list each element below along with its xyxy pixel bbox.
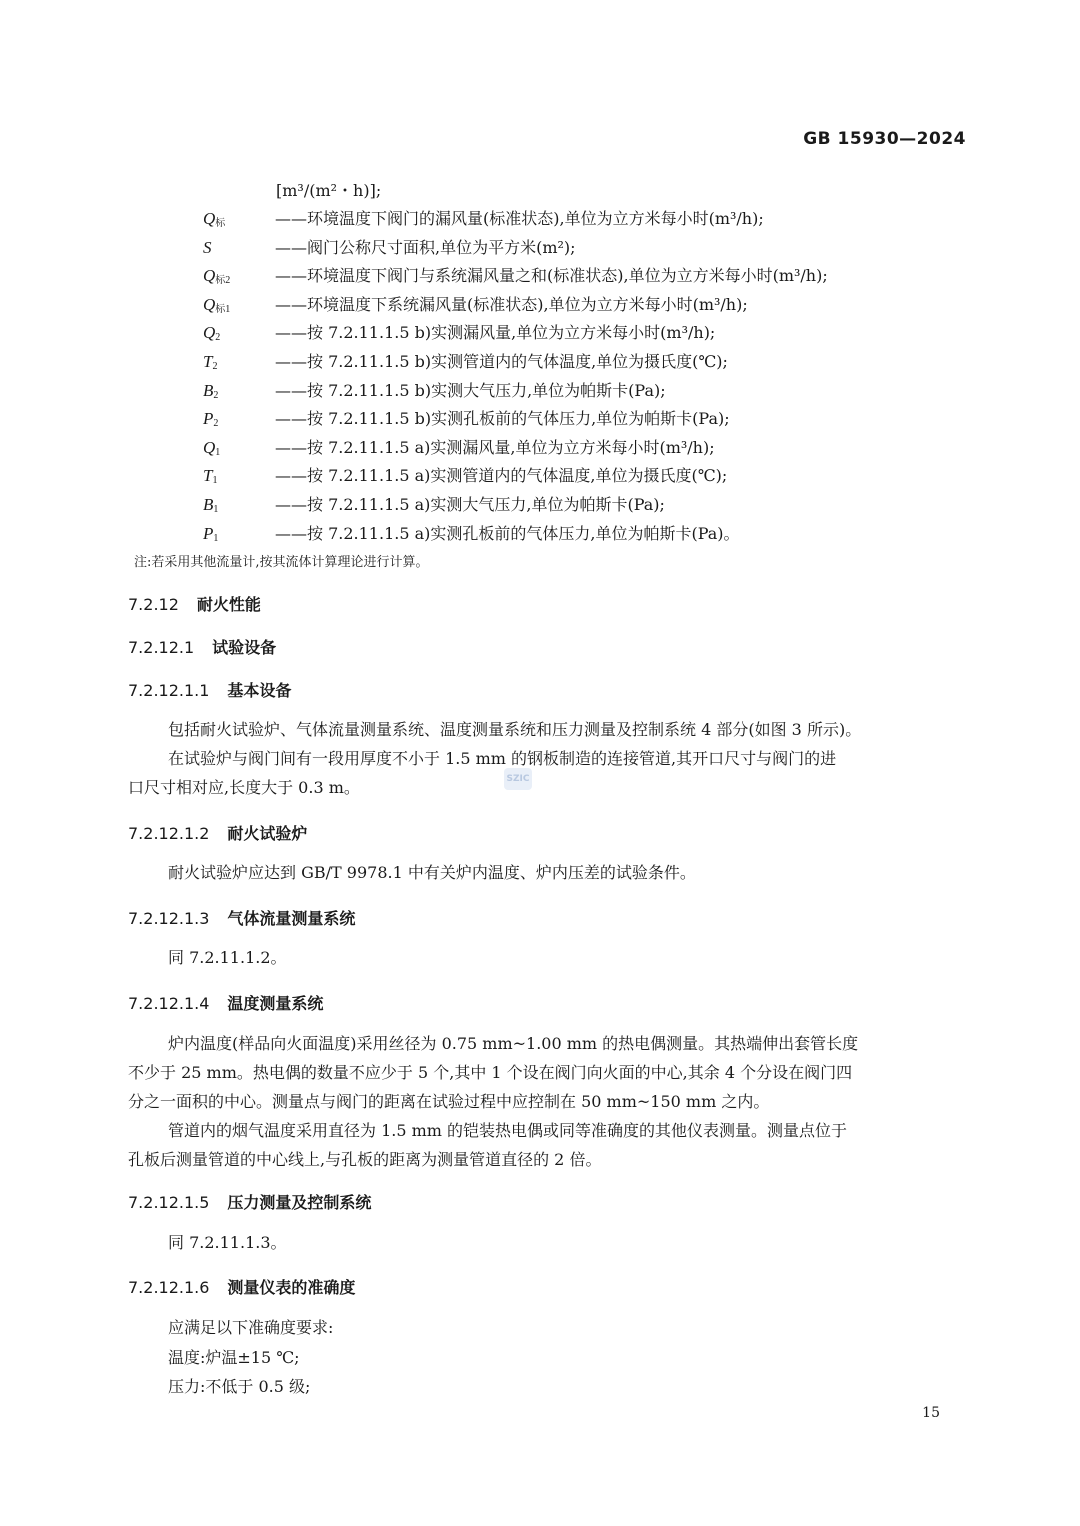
definition-row: $Q_标$ ——环境温度下阀门的漏风量(标准状态),单位为立方米每小时(m³/h); <box>203 209 764 229</box>
definition-row: $Q_{标1}$ ——环境温度下系统漏风量(标准状态),单位为立方米每小时(m³/h); <box>203 294 748 315</box>
heading-7-2-12-1-4: 7.2.12.1.4 温度测量系统 <box>128 994 324 1013</box>
paragraph-pressure: 同 7.2.11.1.3。 <box>168 1233 287 1252</box>
definition-row: $Q_2$ ——按 7.2.11.1.5 b)实测漏风量,单位为立方米每小时(m³/h); <box>203 323 716 344</box>
page-number: 15 <box>922 1405 940 1421</box>
paragraph-flow: 同 7.2.11.1.2。 <box>168 948 287 967</box>
definition-row: $P_1$ ——按 7.2.11.1.5 a)实测孔板前的气体压力,单位为帕斯卡(Pa)。 <box>203 523 740 544</box>
definition-row: $P_2$ ——按 7.2.11.1.5 b)实测孔板前的气体压力,单位为帕斯卡(Pa); <box>203 409 730 430</box>
definition-row: $T_1$ ——按 7.2.11.1.5 a)实测管道内的气体温度,单位为摄氏度(℃); <box>203 466 728 487</box>
definition-row: $B_1$ ——按 7.2.11.1.5 a)实测大气压力,单位为帕斯卡(Pa); <box>203 494 665 515</box>
definition-row: S ——阀门公称尺寸面积,单位为平方米(m²); <box>203 237 576 257</box>
heading-7-2-12-1-5: 7.2.12.1.5 压力测量及控制系统 <box>128 1193 372 1212</box>
heading-7-2-12-1-2: 7.2.12.1.2 耐火试验炉 <box>128 824 308 843</box>
paragraph-basic-equipment: 包括耐火试验炉、气体流量测量系统、温度测量系统和压力测量及控制系统 4 部分(如图 3 所示)。 在试验炉与阀门间有一段用厚度不小于 1.5 mm 的钢板制造的连接管道,其开口尺寸与阀门的进 口尺寸相对应,长度大于 0.3 m。 <box>128 720 862 797</box>
paragraph-furnace: 耐火试验炉应达到 GB/T 9978.1 中有关炉内温度、炉内压差的试验条件。 <box>168 863 696 882</box>
standard-code: GB 15930—2024 <box>803 129 966 149</box>
unit-continuation: [m³/(m²・h)]; <box>276 181 382 200</box>
symbol-definitions <box>203 205 828 548</box>
paragraph-temperature: 炉内温度(样品向火面温度)采用丝径为 0.75 mm~1.00 mm 的热电偶测量。其热端伸出套管长度 不少于 25 mm。热电偶的数量不应少于 5 个,其中 1 个设在阀门向火面的中心,其余 4 个分设在阀门四 分之一面积的中心。测量点与阀门的距离在试验过程中应控制在 50 mm~150 mm 之内。 管道内的烟气温度采用直径为 1.5 mm 的铠装热电偶或同等准确度的其他仪表测量。测量点位于 孔板后测量管道的中心线上,与孔板的距离为测量管道直径的 2 倍。 <box>128 1034 859 1169</box>
heading-7-2-12-1-1: 7.2.12.1.1 基本设备 <box>128 681 292 700</box>
definition-row: $Q_{标2}$ ——环境温度下阀门与系统漏风量之和(标准状态),单位为立方米每小时(m³/h); <box>203 266 828 287</box>
heading-7-2-12: 7.2.12 耐火性能 <box>128 595 261 614</box>
heading-7-2-12-1: 7.2.12.1 试验设备 <box>128 638 277 657</box>
definition-row: $T_2$ ——按 7.2.11.1.5 b)实测管道内的气体温度,单位为摄氏度(℃); <box>203 351 728 372</box>
note: 注:若采用其他流量计,按其流体计算理论进行计算。 <box>134 555 429 570</box>
heading-7-2-12-1-3: 7.2.12.1.3 气体流量测量系统 <box>128 909 356 928</box>
watermark-logo: SZIC <box>504 768 532 790</box>
definition-row: $Q_1$ ——按 7.2.11.1.5 a)实测漏风量,单位为立方米每小时(m³/h); <box>203 437 715 458</box>
heading-7-2-12-1-6: 7.2.12.1.6 测量仪表的准确度 <box>128 1278 356 1297</box>
accuracy-requirements: 应满足以下准确度要求: 温度:炉温±15 ℃; 压力:不低于 0.5 级; <box>168 1318 334 1396</box>
definition-row: $B_2$ ——按 7.2.11.1.5 b)实测大气压力,单位为帕斯卡(Pa); <box>203 380 666 401</box>
